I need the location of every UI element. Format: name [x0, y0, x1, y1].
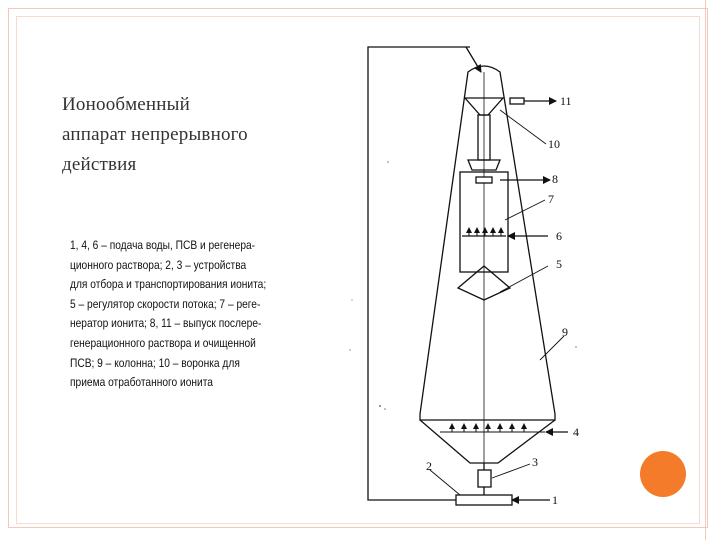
- legend-line: приема отработанного ионита: [70, 376, 213, 390]
- callout-2: 2: [426, 459, 432, 473]
- title-line-2: аппарат непрерывного: [62, 124, 248, 145]
- callout-8: 8: [552, 172, 558, 186]
- title-line-1: Ионообменный: [62, 94, 190, 115]
- callout-6: 6: [556, 229, 562, 243]
- callout-9: 9: [562, 325, 568, 339]
- callout-10: 10: [548, 137, 560, 151]
- legend-line: для отбора и транспортирования ионита;: [70, 278, 267, 292]
- outlet-11: [510, 98, 556, 104]
- device-3: [478, 470, 491, 487]
- callout-7: 7: [548, 192, 554, 206]
- regenerator: [460, 172, 550, 272]
- scan-specks: [349, 161, 577, 410]
- legend-line: ционного раствора; 2, 3 – устройства: [70, 258, 247, 272]
- decorative-orange-circle: [640, 451, 686, 497]
- title-line-3: действия: [62, 154, 137, 175]
- callout-4: 4: [573, 425, 579, 439]
- callout-11: 11: [560, 94, 572, 108]
- device-2: [456, 495, 512, 505]
- legend-line: ПСВ; 9 – колонна; 10 – воронка для: [70, 356, 240, 370]
- callout-3: 3: [532, 455, 538, 469]
- legend-line: 1, 4, 6 – подача воды, ПСВ и регенера-: [70, 239, 256, 252]
- legend-line: 5 – регулятор скорости потока; 7 – реге-: [70, 297, 261, 311]
- column-shell: [420, 66, 555, 420]
- callout-1: 1: [552, 493, 558, 507]
- callout-5: 5: [556, 257, 562, 271]
- legend-line: нератор ионита; 8, 11 – выпуск послере-: [70, 317, 262, 331]
- legend-line: генерационного раствора и очищенной: [70, 336, 256, 350]
